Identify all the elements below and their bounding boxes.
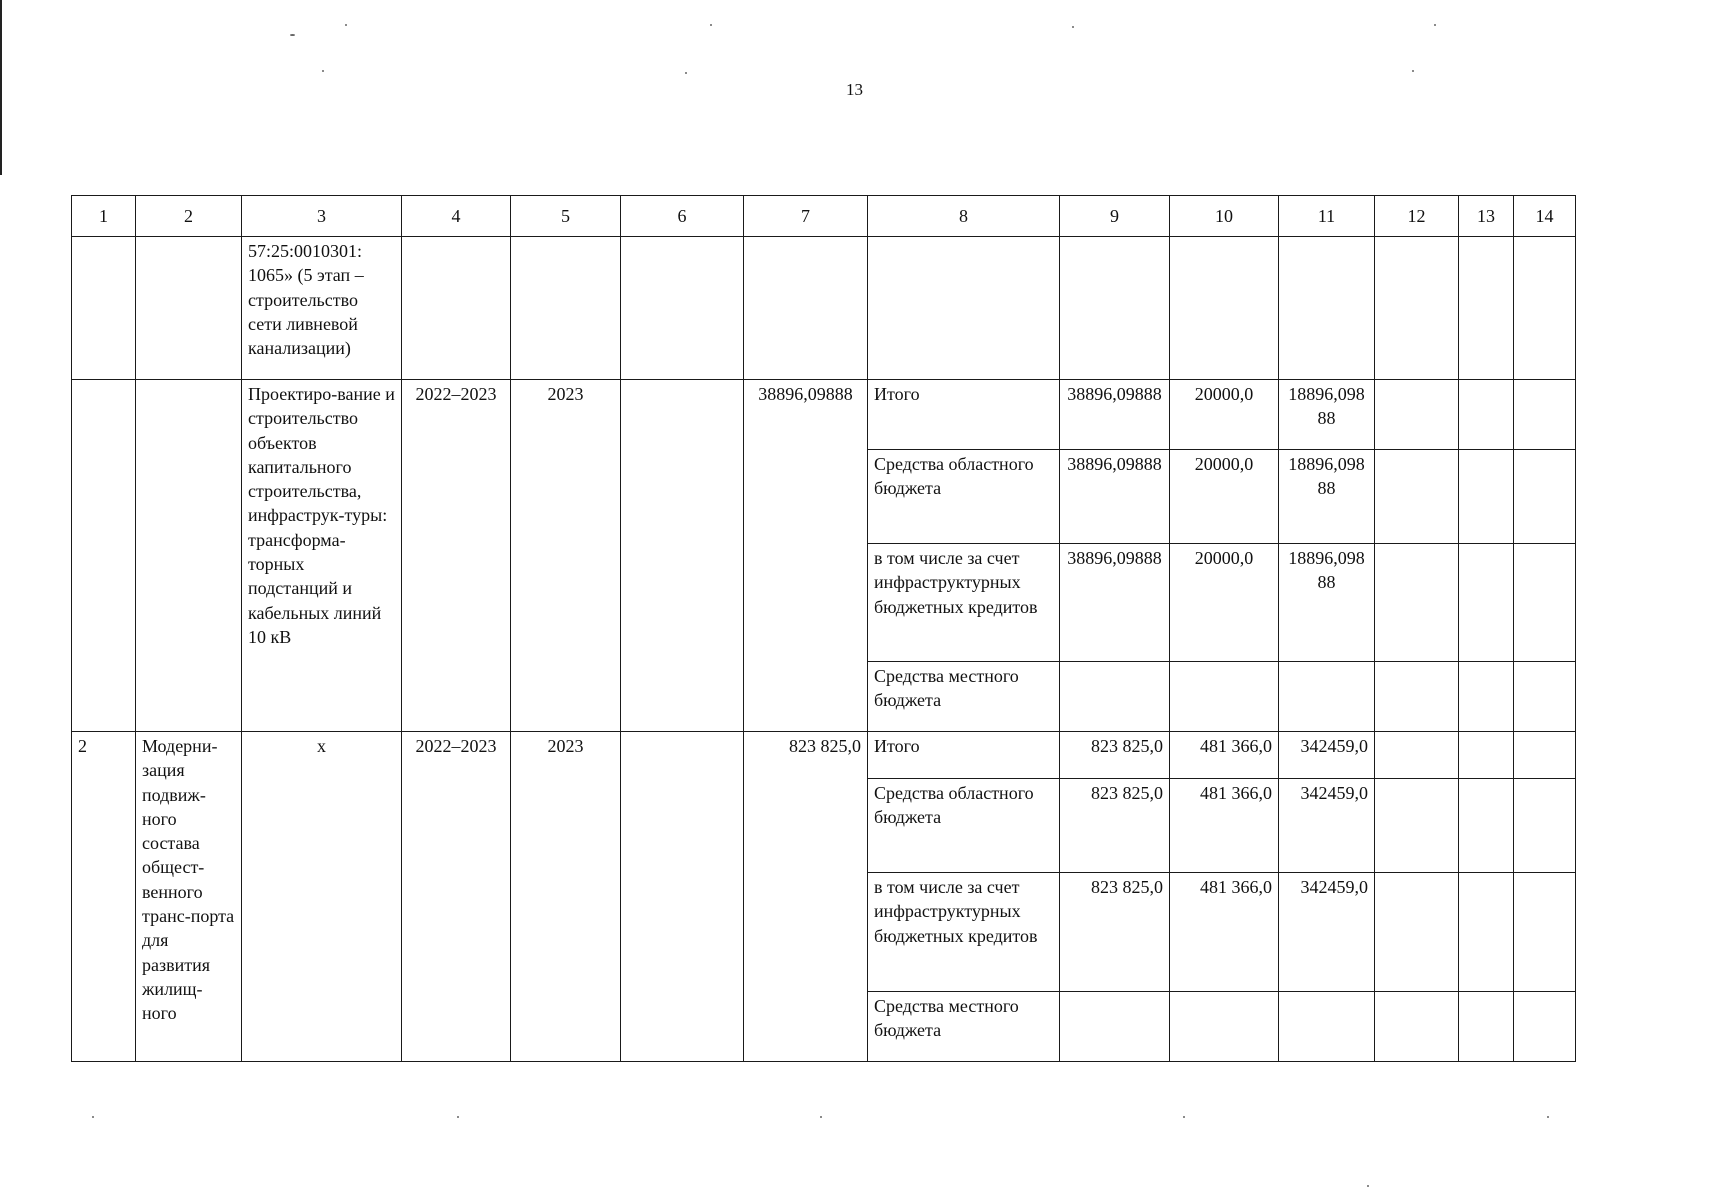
table-cell xyxy=(868,237,1060,380)
table-cell xyxy=(1459,380,1514,450)
table-cell xyxy=(1375,450,1459,544)
table-cell xyxy=(1514,450,1576,544)
table-cell xyxy=(1375,662,1459,732)
scan-speck xyxy=(1072,26,1074,28)
table-cell xyxy=(621,237,744,380)
header-cell: 6 xyxy=(621,196,744,237)
header-cell: 13 xyxy=(1459,196,1514,237)
scan-speck xyxy=(457,1116,459,1118)
measure-name-cell: Модерни-зация подвиж-ного состава общест-венного транс-порта для развития жилищ-ного xyxy=(136,732,242,1062)
period-cell: 2022–2023 xyxy=(402,732,511,1062)
amount-cell: 38896,09888 xyxy=(1060,450,1170,544)
header-cell: 5 xyxy=(511,196,621,237)
amount-cell: 20000,0 xyxy=(1170,450,1279,544)
table-cell xyxy=(1514,732,1576,779)
row-number-cell: 2 xyxy=(72,732,136,1062)
scan-speck xyxy=(1183,1116,1185,1118)
table-cell xyxy=(1459,779,1514,873)
scan-speck xyxy=(820,1116,822,1118)
header-cell: 1 xyxy=(72,196,136,237)
table-cell xyxy=(1514,779,1576,873)
amount-cell: 823 825,0 xyxy=(1060,732,1170,779)
table-cell xyxy=(136,237,242,380)
table-cell xyxy=(72,380,136,732)
funding-source-cell: Средства местного бюджета xyxy=(868,662,1060,732)
table-cell xyxy=(1375,544,1459,662)
amount-cell: 342459,0 xyxy=(1279,732,1375,779)
amount-cell: 481 366,0 xyxy=(1170,873,1279,992)
table-row xyxy=(72,732,1576,779)
amount-cell: 481 366,0 xyxy=(1170,732,1279,779)
funding-source-cell: Средства областного бюджета xyxy=(868,779,1060,873)
scan-speck xyxy=(1412,70,1414,72)
table-cell xyxy=(1375,237,1459,380)
header-cell: 10 xyxy=(1170,196,1279,237)
table-cell xyxy=(1514,237,1576,380)
table-cell xyxy=(744,237,868,380)
header-cell: 4 xyxy=(402,196,511,237)
table-cell xyxy=(1459,450,1514,544)
amount-cell: 38896,09888 xyxy=(1060,544,1170,662)
amount-cell: 18896,09888 xyxy=(1279,380,1375,450)
scan-speck xyxy=(345,24,347,26)
scan-speck xyxy=(290,34,295,36)
table-row xyxy=(72,380,1576,450)
amount-cell: 342459,0 xyxy=(1279,779,1375,873)
amount-cell: 38896,09888 xyxy=(1060,380,1170,450)
header-cell: 3 xyxy=(242,196,402,237)
scan-speck xyxy=(685,72,687,74)
table-cell xyxy=(1459,732,1514,779)
scan-speck xyxy=(710,24,712,26)
table-cell xyxy=(1375,992,1459,1062)
scan-speck xyxy=(1367,1185,1369,1187)
budget-table xyxy=(71,195,1576,1062)
table-cell xyxy=(1375,873,1459,992)
table-cell xyxy=(402,237,511,380)
table-cell xyxy=(1514,992,1576,1062)
amount-cell xyxy=(1170,662,1279,732)
table-row xyxy=(72,237,1576,380)
header-cell: 9 xyxy=(1060,196,1170,237)
amount-cell: 481 366,0 xyxy=(1170,779,1279,873)
scan-speck xyxy=(1547,1116,1549,1118)
scan-speck xyxy=(1434,24,1436,26)
scan-speck xyxy=(92,1116,94,1118)
table-cell xyxy=(1459,662,1514,732)
table-cell xyxy=(136,380,242,732)
table-cell xyxy=(621,380,744,732)
amount-cell xyxy=(1170,992,1279,1062)
header-cell: 2 xyxy=(136,196,242,237)
funding-source-cell: Итого xyxy=(868,380,1060,450)
table-cell xyxy=(621,732,744,1062)
amount-cell: 20000,0 xyxy=(1170,380,1279,450)
period-cell: 2022–2023 xyxy=(402,380,511,732)
object-description-cell: Проектиро-вание и строительство объектов капитального строительства, инфраструк-туры: трансформа-торных подстанций и кабельных линий 10 кВ xyxy=(242,380,402,732)
amount-cell: 823 825,0 xyxy=(1060,779,1170,873)
header-cell: 11 xyxy=(1279,196,1375,237)
table-cell xyxy=(1279,237,1375,380)
funding-source-cell: Средства местного бюджета xyxy=(868,992,1060,1062)
amount-cell xyxy=(1060,662,1170,732)
amount-cell: 823 825,0 xyxy=(1060,873,1170,992)
amount-cell xyxy=(1279,662,1375,732)
cost-cell: 823 825,0 xyxy=(744,732,868,1062)
table-cell xyxy=(1459,873,1514,992)
table-cell xyxy=(1459,237,1514,380)
amount-cell: 20000,0 xyxy=(1170,544,1279,662)
table-cell xyxy=(1514,662,1576,732)
amount-cell: 342459,0 xyxy=(1279,873,1375,992)
amount-cell: 18896,09888 xyxy=(1279,450,1375,544)
amount-cell xyxy=(1060,992,1170,1062)
header-cell: 14 xyxy=(1514,196,1576,237)
year-cell: 2023 xyxy=(511,732,621,1062)
table-cell xyxy=(1459,992,1514,1062)
page-number: 13 xyxy=(846,80,863,99)
object-description-cell: х xyxy=(242,732,402,1062)
table-cell xyxy=(72,237,136,380)
funding-source-cell: Средства областного бюджета xyxy=(868,450,1060,544)
funding-source-cell: Итого xyxy=(868,732,1060,779)
amount-cell xyxy=(1279,992,1375,1062)
scan-speck xyxy=(322,70,324,72)
header-cell: 12 xyxy=(1375,196,1459,237)
header-cell: 8 xyxy=(868,196,1060,237)
table-cell xyxy=(1459,544,1514,662)
table-cell xyxy=(1514,380,1576,450)
table-cell xyxy=(1060,237,1170,380)
table-cell xyxy=(1375,380,1459,450)
funding-source-cell: в том числе за счет инфраструктурных бюджетных кредитов xyxy=(868,873,1060,992)
header-cell: 7 xyxy=(744,196,868,237)
funding-source-cell: в том числе за счет инфраструктурных бюджетных кредитов xyxy=(868,544,1060,662)
amount-cell: 18896,09888 xyxy=(1279,544,1375,662)
cost-cell: 38896,09888 xyxy=(744,380,868,732)
table-cell xyxy=(1170,237,1279,380)
table-cell xyxy=(1514,873,1576,992)
table-cell xyxy=(511,237,621,380)
year-cell: 2023 xyxy=(511,380,621,732)
object-description-cell: 57:25:0010301: 1065» (5 этап – строительство сети ливневой канализации) xyxy=(242,237,402,380)
table-cell xyxy=(1375,779,1459,873)
table-cell xyxy=(1375,732,1459,779)
header-row xyxy=(72,196,1576,237)
table-cell xyxy=(1514,544,1576,662)
